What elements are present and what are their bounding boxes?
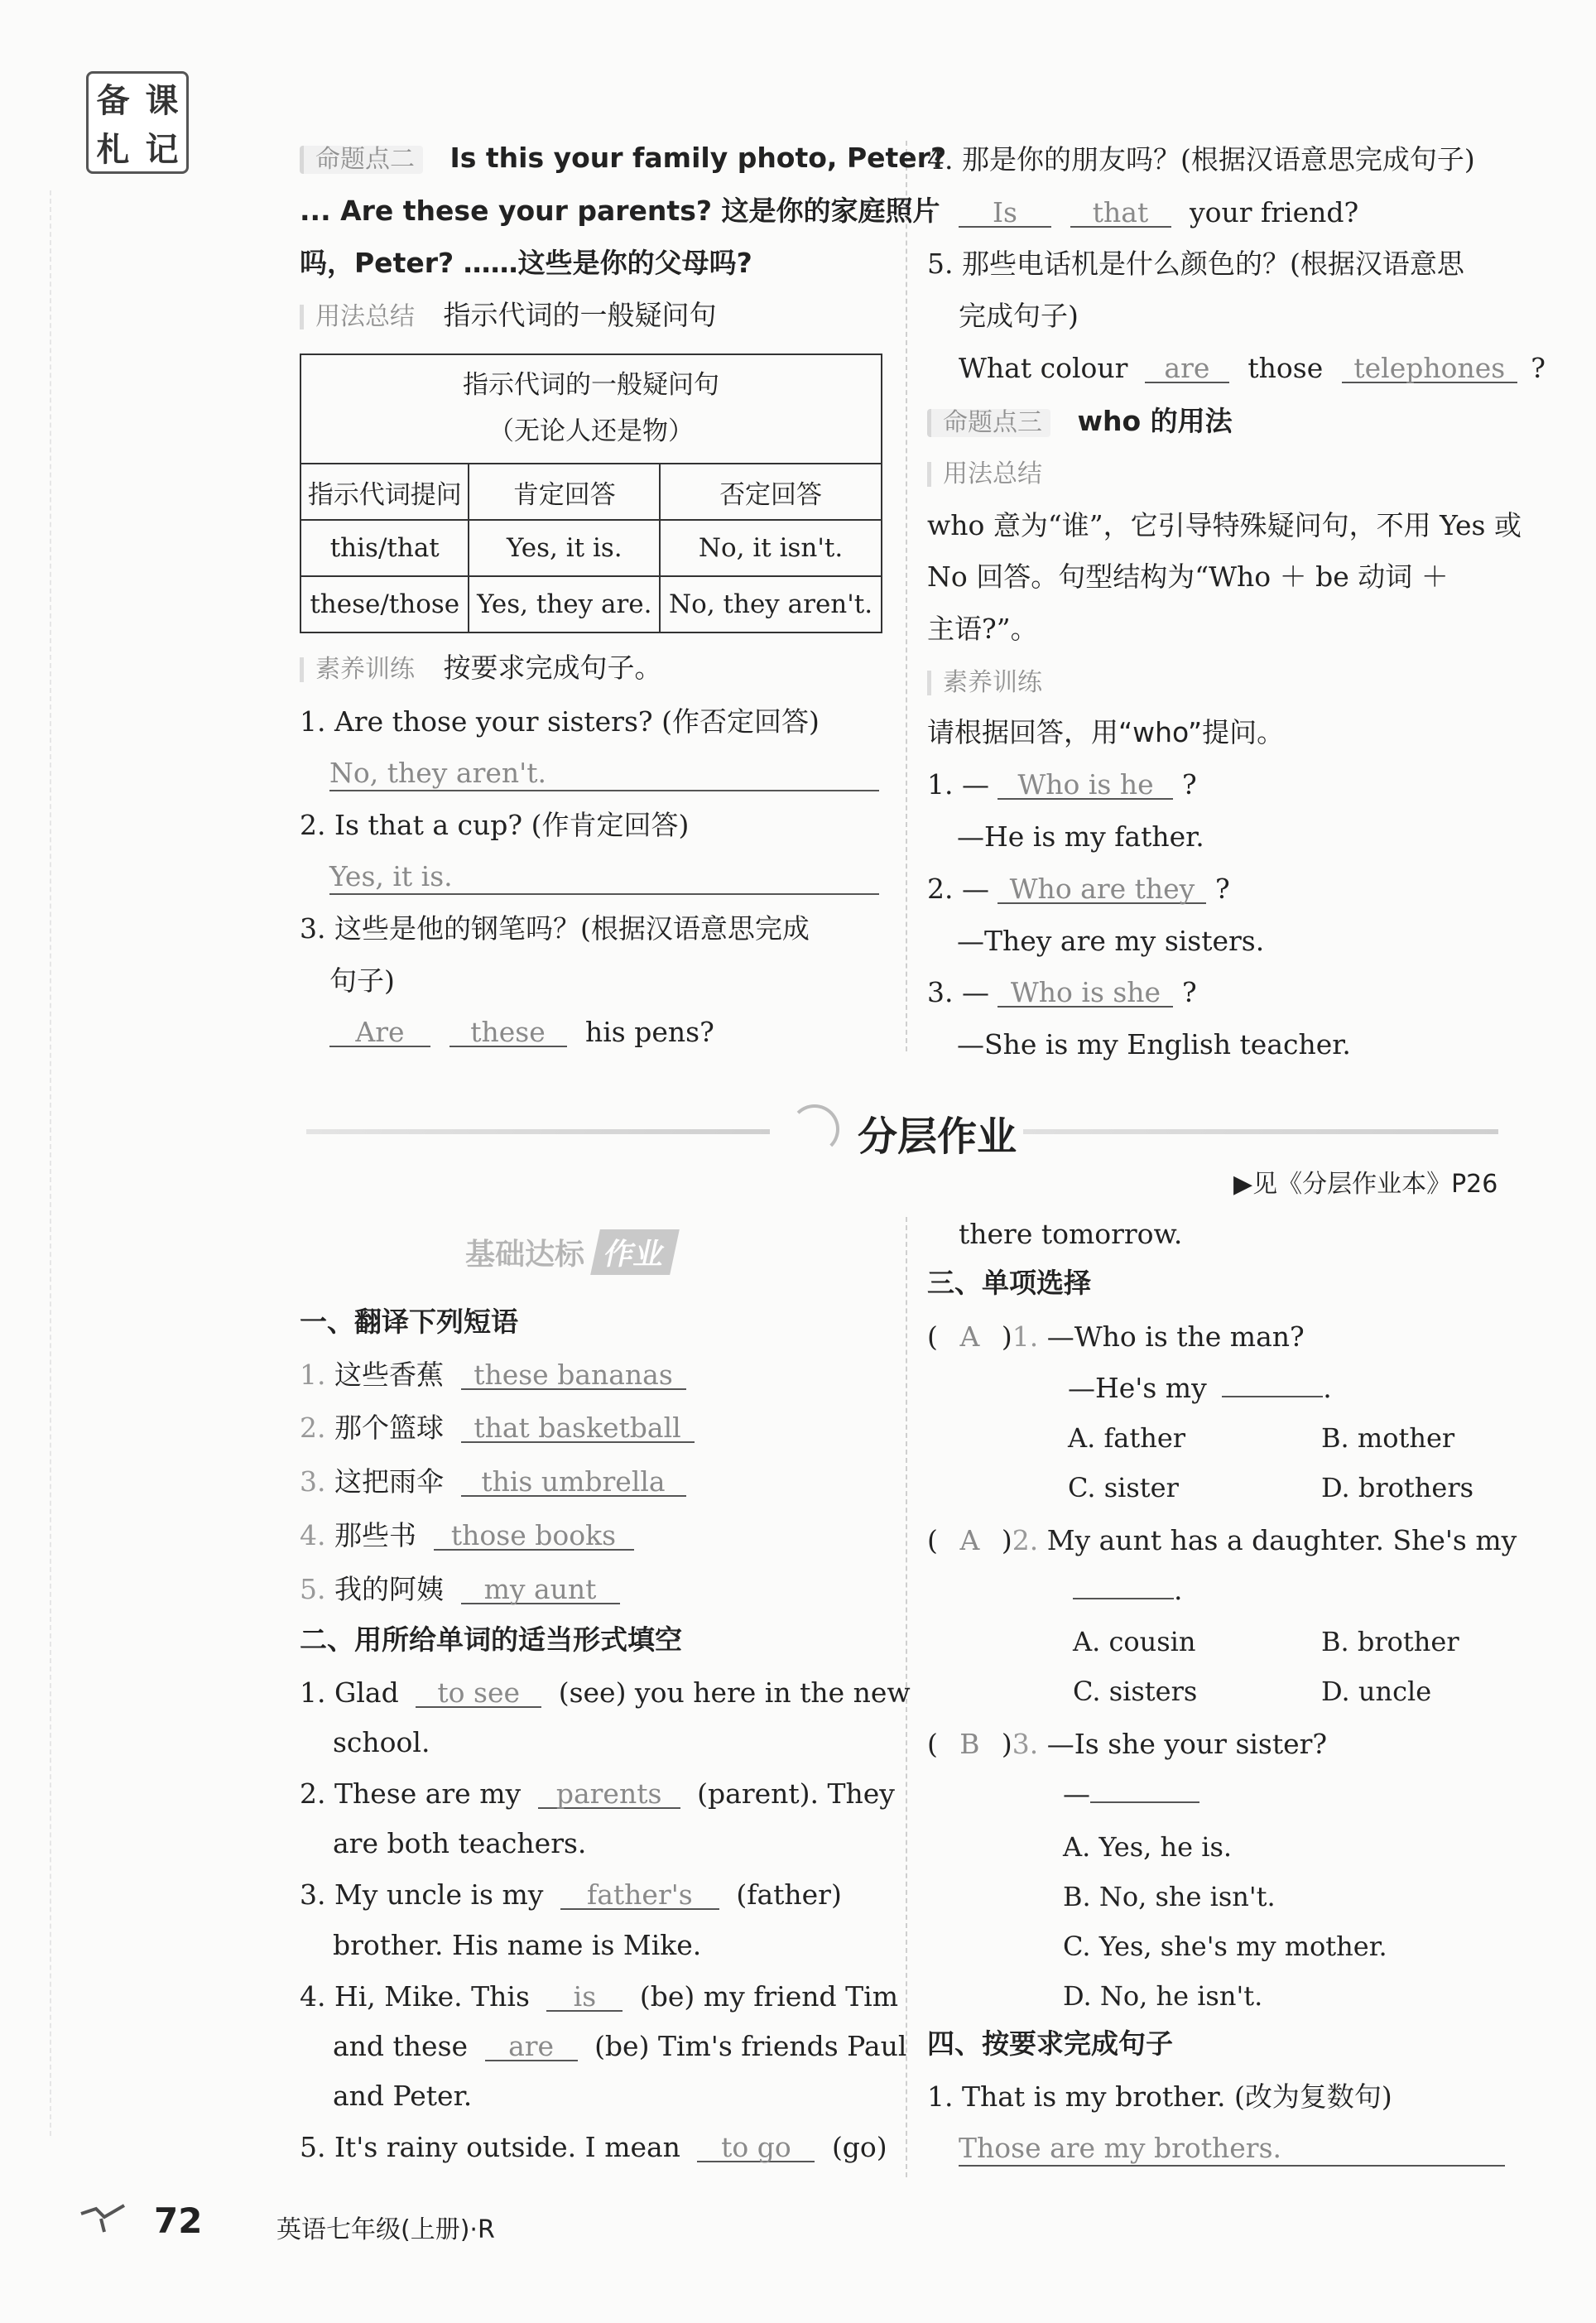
mc-stem2 <box>1073 1576 1183 1604</box>
answer-blank: my aunt <box>461 1575 620 1604</box>
answer-blank: Who is she <box>997 979 1173 1008</box>
answer-blank: that <box>1070 199 1171 228</box>
item-num: 1. — <box>927 768 989 801</box>
mc-blank <box>1222 1396 1323 1397</box>
answer-blank: that basketball <box>461 1414 695 1443</box>
fill-2 <box>300 1777 895 1810</box>
section-ribbon-left <box>306 1129 770 1134</box>
phrase-cn: 那个篮球 <box>334 1412 444 1444</box>
mc-stem: —Who is the man? <box>1046 1320 1305 1353</box>
mc-answer: A <box>959 1320 980 1353</box>
fill-5-line2: there tomorrow. <box>959 1218 1183 1250</box>
answer-blank: Are <box>329 1018 430 1047</box>
swirl-icon <box>790 1104 839 1154</box>
sentence-q1: 1. That is my brother. (改为复数句) <box>927 2080 1392 2113</box>
phrase-item <box>300 1519 634 1551</box>
who-reply-3: —She is my English teacher. <box>957 1028 1351 1060</box>
usage-line3: 主语?”。 <box>927 613 1038 645</box>
mc-option[interactable]: D. brothers <box>1321 1472 1474 1503</box>
answer-blank: father's <box>560 1881 719 1910</box>
usage-summary <box>300 301 717 329</box>
mc-question: ( A )2. My aunt has a daughter. She's my <box>927 1524 1517 1556</box>
item-end: ? <box>1214 873 1230 905</box>
mc-option[interactable]: D. No, he isn't. <box>1063 1980 1263 2012</box>
practice-tag: 素养训练 <box>300 657 415 682</box>
answer-blank: telephones <box>1342 354 1517 383</box>
who-item-2 <box>927 875 1230 904</box>
fill-text: 3. My uncle is my <box>300 1878 544 1911</box>
part3-title: 三、单项选择 <box>927 1267 1091 1299</box>
table-title <box>300 354 882 464</box>
logo-char-3: 札 <box>96 131 130 169</box>
fill-text: 5. It's rainy outside. I mean <box>300 2131 680 2163</box>
a5-mid: those <box>1247 352 1324 384</box>
table-cell: No, they aren't. <box>660 576 882 632</box>
point3-header <box>927 407 1233 437</box>
practice-q5-line1: 5. 那些电话机是什么颜色的？(根据汉语意思 <box>927 248 1464 280</box>
fill-5 <box>300 2133 887 2162</box>
logo-char-4: 记 <box>145 131 179 169</box>
table-header-row <box>300 464 882 520</box>
mc-stem: —Is she your sister? <box>1046 1728 1328 1760</box>
answer-blank: are <box>485 2032 578 2061</box>
table-cell: Yes, they are. <box>469 576 660 632</box>
basic-badge <box>465 1229 714 1279</box>
practice-q2: 2. Is that a cup? (作肯定回答) <box>300 809 690 841</box>
mc-option[interactable]: A. father <box>1068 1422 1186 1454</box>
item-num: 3. — <box>927 976 989 1008</box>
practice-q3-line2: 句子) <box>329 964 395 997</box>
section-title: 分层作业 <box>851 1104 1023 1162</box>
phrase-item <box>300 1361 686 1390</box>
table-cell: these/those <box>300 576 469 632</box>
mc-option[interactable]: A. cousin <box>1073 1626 1196 1657</box>
mc-question: ( A )1. —Who is the man? <box>927 1320 1305 1353</box>
point2-header <box>300 144 946 174</box>
item-end: ? <box>1181 768 1197 801</box>
mc-stem: My aunt has a daughter. She's my <box>1046 1524 1517 1556</box>
part2-title: 二、用所给单词的适当形式填空 <box>300 1623 682 1656</box>
who-item-1 <box>927 768 1197 801</box>
a3-tail: his pens? <box>585 1016 714 1048</box>
phrase-item <box>300 1575 620 1604</box>
phrase-cn: 这些香蕉 <box>334 1359 444 1391</box>
table-title-line1: 指示代词的一般疑问句 <box>463 370 719 401</box>
answer-blank: Who are they <box>997 875 1206 904</box>
mc-option[interactable]: C. sister <box>1068 1472 1179 1503</box>
table-cell: this/that <box>300 520 469 576</box>
table-row <box>300 576 882 632</box>
answer-blank: Is <box>959 199 1051 228</box>
who-item-3 <box>927 976 1197 1008</box>
margin-line <box>50 190 51 2136</box>
book-title: 英语七年级(上册)·R <box>276 2215 495 2244</box>
answer-blank: these bananas <box>461 1361 686 1390</box>
item-num: 4. <box>300 1519 326 1551</box>
mc-answer: B <box>959 1728 980 1760</box>
answer-blank: these <box>449 1018 567 1047</box>
practice-text: 按要求完成句子。 <box>443 652 662 684</box>
answer-blank: are <box>1145 354 1229 383</box>
mc-num: 1. <box>1012 1320 1039 1353</box>
point3-tag: 命题点三 <box>927 409 1050 437</box>
practice-a4 <box>959 196 1359 228</box>
mc-stem2: —He's my . <box>1068 1372 1332 1404</box>
mc-option[interactable]: A. Yes, he is. <box>1063 1831 1233 1863</box>
practice-a3 <box>329 1018 714 1047</box>
badge-tag: 作业 <box>590 1229 680 1275</box>
mc-option[interactable]: D. uncle <box>1321 1676 1432 1707</box>
a5-head: What colour <box>959 352 1128 384</box>
usage-tag: 用法总结 <box>927 462 1042 487</box>
table-header: 肯定回答 <box>469 464 660 520</box>
mc-num: 2. <box>1012 1524 1039 1556</box>
mc-question: ( B )3. —Is she your sister? <box>927 1728 1328 1760</box>
table-row <box>300 520 882 576</box>
badge-text: 基础达标 <box>465 1238 585 1272</box>
table-cell: Yes, it is. <box>469 520 660 576</box>
part4-title: 四、按要求完成句子 <box>927 2027 1173 2060</box>
usage-tag: 用法总结 <box>300 305 415 329</box>
who-reply-2: —They are my sisters. <box>957 925 1265 957</box>
fill-1-line2: school. <box>333 1726 430 1758</box>
part1-title: 一、翻译下列短语 <box>300 1306 518 1338</box>
logo-char-2: 课 <box>145 82 179 120</box>
mc-blank <box>1090 1801 1199 1803</box>
practice-a2: Yes, it is. <box>329 863 879 895</box>
fill-3-line2: brother. His name is Mike. <box>333 1929 702 1961</box>
item-num: 2. <box>300 1412 326 1444</box>
fill-text: (see) you here in the new <box>558 1676 911 1709</box>
practice-tag: 素养训练 <box>927 671 1042 695</box>
mc-num: 3. <box>1012 1728 1039 1760</box>
fill-4-line2 <box>333 2032 906 2061</box>
a4-tail: your friend? <box>1190 196 1359 228</box>
fill-text: 4. Hi, Mike. This <box>300 1980 530 2013</box>
logo-char-1: 备 <box>96 82 130 120</box>
table-cell: No, it isn't. <box>660 520 882 576</box>
fill-2-line2: are both teachers. <box>333 1827 587 1859</box>
fill-4-line3: and Peter. <box>333 2080 473 2112</box>
point2-line3: 吗，Peter? ……这些是你的父母吗? <box>300 247 752 279</box>
usage-text: 指示代词的一般疑问句 <box>443 299 717 331</box>
practice-a5 <box>959 354 1546 383</box>
footer-arrow-icon <box>79 2202 126 2235</box>
answer-blank: parents <box>538 1780 680 1809</box>
fill-text: (be) my friend Tim <box>639 1980 899 2013</box>
mc-blank <box>1073 1598 1174 1599</box>
item-end: ? <box>1181 976 1197 1008</box>
usage-summary-2 <box>927 459 1042 487</box>
mc-option[interactable]: C. sisters <box>1073 1676 1198 1707</box>
page-number: 72 <box>154 2200 203 2241</box>
point2-line2: ... Are these your parents? 这是你的家庭照片 <box>300 195 940 227</box>
fill-text: and these <box>333 2030 469 2062</box>
practice-header <box>300 654 662 682</box>
phrase-item <box>300 1465 686 1498</box>
practice-text-2: 请根据回答，用“who”提问。 <box>927 716 1285 748</box>
usage-line1: who 意为“谁”，它引导特殊疑问句，不用 Yes 或 <box>927 509 1521 541</box>
practice-a1: No, they aren't. <box>329 759 879 791</box>
mc-stem2-text: . <box>1174 1574 1183 1606</box>
table-header: 否定回答 <box>660 464 882 520</box>
practice-header-2 <box>927 667 1042 695</box>
section-ref: ▶见《分层作业本》P26 <box>1233 1170 1498 1199</box>
phrase-cn: 我的阿姨 <box>334 1573 444 1605</box>
usage-line2: No 回答。句型结构为“Who ＋ be 动词 ＋ <box>927 560 1449 593</box>
answer-blank: to go <box>697 2133 815 2162</box>
point3-text: who 的用法 <box>1077 405 1233 437</box>
demonstrative-table <box>300 354 882 633</box>
answer-blank: those books <box>434 1522 634 1551</box>
practice-q4: 4. 那是你的朋友吗？(根据汉语意思完成句子) <box>927 143 1475 176</box>
fill-text: 2. These are my <box>300 1777 522 1810</box>
mc-option[interactable]: B. No, she isn't. <box>1063 1881 1276 1912</box>
table-header: 指示代词提问 <box>300 464 469 520</box>
answer-blank: Who is he <box>997 771 1173 800</box>
item-num: 3. <box>300 1465 326 1498</box>
practice-q1: 1. Are those your sisters? (作否定回答) <box>300 705 820 738</box>
notes-logo <box>86 71 189 174</box>
phrase-cn: 这把雨伞 <box>334 1465 444 1498</box>
fill-text: (be) Tim's friends Paul <box>594 2030 907 2062</box>
sentence-a1: Those are my brothers. <box>959 2134 1505 2167</box>
who-reply-1: —He is my father. <box>957 820 1204 853</box>
column-divider-top <box>906 141 907 1051</box>
fill-3 <box>300 1878 842 1911</box>
fill-text: 1. Glad <box>300 1676 399 1709</box>
practice-q5-line2: 完成句子) <box>959 300 1079 332</box>
fill-1 <box>300 1676 911 1709</box>
fill-4 <box>300 1980 899 2013</box>
mc-option[interactable]: C. Yes, she's my mother. <box>1063 1931 1387 1962</box>
fill-text: (father) <box>736 1878 842 1911</box>
mc-stem2 <box>1063 1777 1199 1810</box>
practice-q3-line1: 3. 这些是他的钢笔吗？(根据汉语意思完成 <box>300 912 810 945</box>
mc-stem2-text: — <box>1063 1777 1090 1810</box>
answer-blank: to see <box>416 1679 541 1708</box>
table-title-line2: （无论人还是物） <box>488 416 694 446</box>
mc-answer: A <box>959 1524 980 1556</box>
point2-tag: 命题点二 <box>300 146 423 174</box>
mc-stem2-text: —He's my <box>1068 1372 1207 1404</box>
point2-sentence: Is this your family photo, Peter? <box>449 142 947 174</box>
item-num: 2. — <box>927 873 989 905</box>
mc-option[interactable]: B. mother <box>1321 1422 1455 1454</box>
phrase-item <box>300 1414 695 1443</box>
answer-blank: is <box>546 1983 623 2012</box>
item-num: 1. <box>300 1359 326 1391</box>
a5-tail: ? <box>1531 352 1546 384</box>
item-num: 5. <box>300 1573 326 1605</box>
answer-blank: this umbrella <box>461 1468 686 1497</box>
mc-option[interactable]: B. brother <box>1321 1626 1459 1657</box>
phrase-cn: 那些书 <box>334 1519 416 1551</box>
fill-text: (go) <box>831 2131 887 2163</box>
fill-text: (parent). They <box>697 1777 895 1810</box>
